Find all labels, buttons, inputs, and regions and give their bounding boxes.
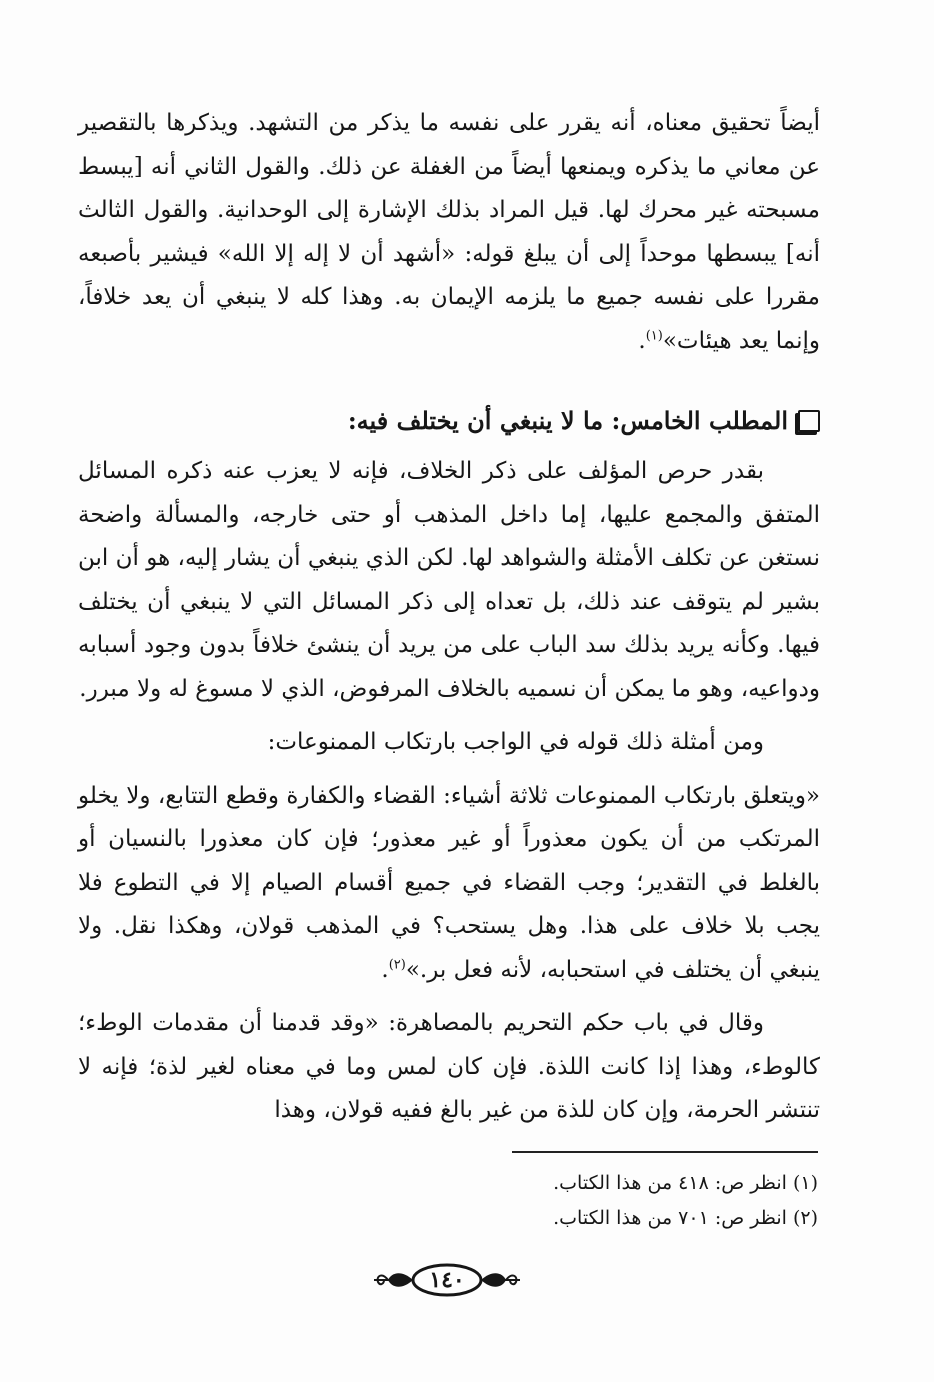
section-heading-text: المطلب الخامس: ما لا ينبغي أن يختلف فيه: xyxy=(347,406,788,435)
footnote-divider xyxy=(512,1151,818,1153)
page-number: ١٤٠ xyxy=(429,1267,465,1293)
paragraph-3: ومن أمثلة ذلك قوله في الواجب بارتكاب الممنوعات: xyxy=(267,729,764,755)
footnote-ref-1[interactable]: (١) xyxy=(645,327,663,343)
paragraph-1-text: أيضاً تحقيق معناه، أنه يقرر على نفسه ما يذكر من التشهد. ويذكرها بالتقصير عن معاني ما يذكره ويمنعها أيضاً من الغفلة عن ذلك. والقول الثاني أنه [يبسط مسبحته غير محرك لها. قيل المراد بذلك الإشارة إلى الوحدانية. والقول الثالث أنه] يبسطها موحداً إلى أن يبلغ قوله: «أشهد أن لا إله إلا الله» فيشير بأصبعه مقررا على نفسه جميع ما يلزمه الإيمان به. وهذا كله لا ينبغي أن يعد خلافاً، وإنما يعد هيئات» xyxy=(78,110,820,354)
footnote-text: انظر ص: ٧٠١ من هذا الكتاب. xyxy=(553,1207,787,1229)
section-heading xyxy=(78,399,820,442)
paragraph-4-end: . xyxy=(381,956,389,983)
footnote-marker: (١) xyxy=(792,1172,818,1194)
paragraph-4-text: «ويتعلق بارتكاب الممنوعات ثلاثة أشياء: القضاء والكفارة وقطع التتابع، ولا يخلو المرتكب من أن يكون معذوراً أو غير معذور؛ فإن كان معذورا بالنسيان أو بالغلط في التقدير؛ وجب القضاء في جميع أقسام الصيام إلا في التطوع فلا يجب بلا خلاف على هذا. وهل يستحب؟ في المذهب قولان، وهكذا نقل. ولا ينبغي أن يختلف في استحبابه، لأنه فعل بر.» xyxy=(78,782,820,983)
footnotes xyxy=(318,1166,818,1236)
main-text xyxy=(78,102,820,1133)
square-bullet-icon xyxy=(798,410,820,432)
footnote-item xyxy=(318,1201,818,1236)
footnote-item xyxy=(318,1166,818,1201)
paragraph-1 xyxy=(78,102,820,363)
page-number-ornament xyxy=(372,1258,522,1302)
paragraph-5: وقال في باب حكم التحريم بالمصاهرة: «وقد قدمنا أن مقدمات الوطء؛ كالوطء، وهذا إذا كانت اللذة. فإن كان لمس وما في معناه لغير لذة؛ فإنه لا تنتشر الحرمة، وإن كان للذة من غير بالغ ففيه قولان، وهذا xyxy=(78,1010,820,1123)
paragraph-1-end: . xyxy=(638,327,646,354)
paragraph-4 xyxy=(78,775,820,993)
paragraph-2: بقدر حرص المؤلف على ذكر الخلاف، فإنه لا يعزب عنه ذكره المسائل المتفق والمجمع عليها، إما داخل المذهب أو حتى خارجه، والمسألة واضحة نستغن عن تكلف الأمثلة والشواهد لها. لكن الذي ينبغي أن يشار إليه، هو أن ابن بشير لم يتوقف عند ذلك، بل تعداه إلى ذكر المسائل التي لا ينبغي أن يختلف فيها. وكأنه يريد بذلك سد الباب على من يريد أن ينشئ خلافاً بدون وجود أسبابه ودواعيه، وهو ما يمكن أن نسميه بالخلاف المرفوض، الذي لا مسوغ له ولا مبرر. xyxy=(78,458,820,702)
footnote-marker: (٢) xyxy=(792,1207,818,1229)
footnote-text: انظر ص: ٤١٨ من هذا الكتاب. xyxy=(553,1172,787,1194)
footnote-ref-2[interactable]: (٢) xyxy=(388,956,406,972)
